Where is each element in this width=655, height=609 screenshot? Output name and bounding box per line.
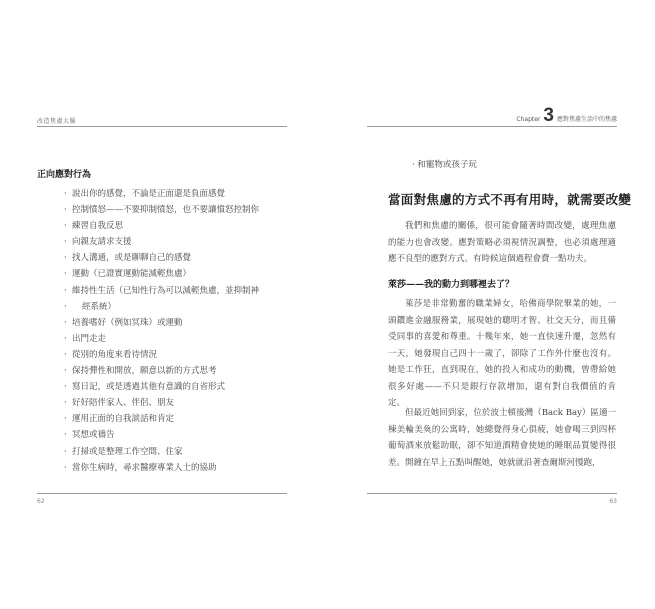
paragraph: 我們和焦慮的關係，很可能會隨著時間改變，處理焦慮的能力也會改變。應對策略必須視情況調整，也必須處理適應不良型的應對方式。有時候這個過程會費一點功夫。 [388,221,616,264]
footer-rule-right [367,493,617,494]
continued-bullet: · 和寵物或孩子玩 [412,158,477,170]
chapter-header [516,106,617,125]
list-item: · 找人溝通，或是聊聊自己的感覺 [64,250,289,266]
list-item: · 說出你的感覺，不論是正面還是負面感覺 [64,186,289,202]
list-item: · 運動（已證實運動能減輕焦慮） [64,266,289,282]
list-item: · 練習自我反思 [64,218,289,234]
header-rule-left [37,126,287,127]
section-title: 正向應對行為 [37,170,92,180]
list-item: · 寫日記，或是透過其他有意識的自省形式 [64,379,289,395]
list-item: · 出門走走 [64,331,289,347]
header-rule-right [367,126,617,127]
chapter-title: 應對焦慮生活中的焦慮 [556,116,617,123]
paragraph: 萊莎是非常勤奮的職業婦女，哈佛商學院畢業的她，一頭鑽進金融服務業，展現她的聰明才智、社交天分，而且備受同事的喜愛和尊重。十幾年來，她一直快速升遷，忽然有一天，她發現自己四十一歲了，卻除了工作外什麼也沒有。她是工作狂，直到現在，她的投入和成功的動機，曾帶給她很多好處——不只是銀行存款增加，還有對自我價值的肯定。 [388,299,616,408]
section-heading: 當面對焦慮的方式不再有用時，就需要改變 [388,192,632,207]
chapter-word: Chapter [516,116,541,123]
list-item: · 控制憤怒——不要抑制憤怒，也不要讓憤怒控制你 [64,202,289,218]
list-item: · 維持性生活（已知性行為可以減輕焦慮，並抑制神 [64,283,289,299]
list-item-continuation: · 經系統） [64,299,289,315]
paragraph: 但最近她回到家，位於波士頓後灣（Back Bay）區適一棟美輪美奐的公寓時，她總覺得身心俱疲，她會喝三到四杯葡萄酒來放鬆助眠，卻不知道酒精會使她的睡眠品質變得很差。開鐘在早上五點叫醒她，她就就沿著查爾斯河慢跑， [388,408,616,468]
list-item: · 運用正面的自我談話和肯定 [64,411,289,427]
list-item: · 保持彈性和開放，願意以新的方式思考 [64,363,289,379]
list-item: · 好好陪伴家人、伴侶、朋友 [64,395,289,411]
list-item: · 打掃或是整理工作空間、住家 [64,444,289,460]
case-subheading: 萊莎——我的動力到哪裡去了？ [388,280,515,290]
list-item: · 當你生病時，尋求醫療專業人士的協助 [64,460,289,476]
chapter-number: 3 [543,105,554,126]
list-item: · 冥想或禱告 [64,427,289,443]
footer-rule-left [37,493,287,494]
list-item: · 從別的角度來看待情況 [64,347,289,363]
page-number-right: 63 [609,498,617,505]
page-number-left: 62 [37,498,45,505]
list-item: · 培養嗜好（例如冥珠）或運動 [64,315,289,331]
list-item: · 向親友請求支援 [64,234,289,250]
running-header-left: 改造焦慮大腦 [37,118,77,125]
coping-bullet-list [64,186,289,476]
